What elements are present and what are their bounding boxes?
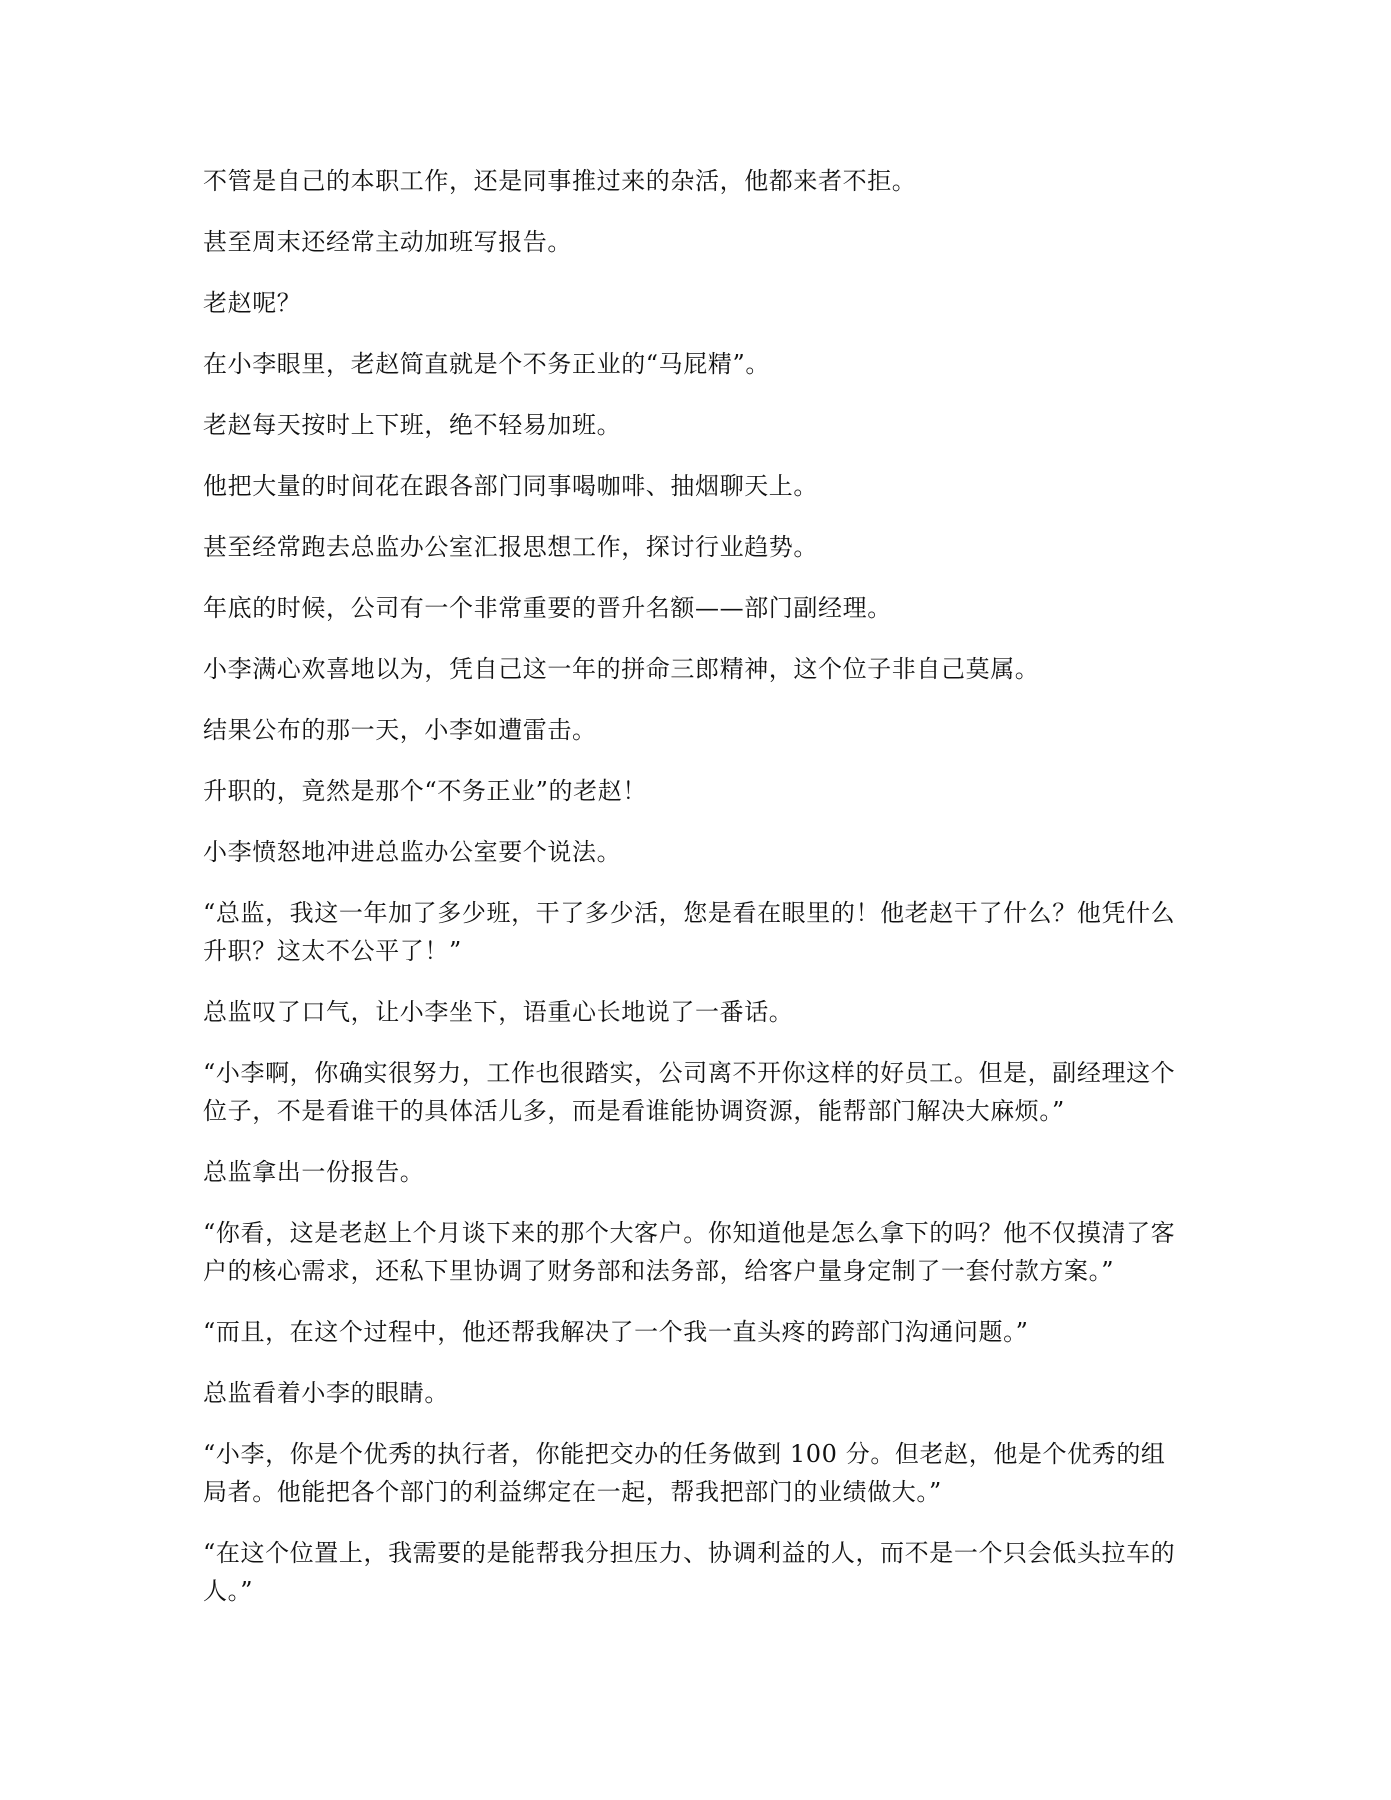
paragraph: 总监看着小李的眼睛。 — [203, 1379, 449, 1407]
paragraph: “总监，我这一年加了多少班，干了多少活，您是看在眼里的！他老赵干了什么？他凭什么升职？这太不公平了！” — [203, 899, 1176, 965]
paragraph: 小李满心欢喜地以为，凭自己这一年的拼命三郎精神，这个位子非自己莫属。 — [203, 655, 1040, 683]
paragraph: 小李愤怒地冲进总监办公室要个说法。 — [203, 838, 622, 866]
paragraph: 总监叹了口气，让小李坐下，语重心长地说了一番话。 — [203, 998, 794, 1026]
paragraph: 他把大量的时间花在跟各部门同事喝咖啡、抽烟聊天上。 — [203, 472, 818, 500]
paragraph: “小李啊，你确实很努力，工作也很踏实，公司离不开你这样的好员工。但是，副经理这个位子，不是看谁干的具体活儿多，而是看谁能协调资源，能帮部门解决大麻烦。” — [203, 1059, 1176, 1125]
paragraph: “小李，你是个优秀的执行者，你能把交办的任务做到 100 分。但老赵，他是个优秀的组局者。他能把各个部门的利益绑定在一起，帮我把部门的业绩做大。” — [203, 1440, 1166, 1506]
paragraph: “在这个位置上，我需要的是能帮我分担压力、协调利益的人，而不是一个只会低头拉车的人。” — [203, 1539, 1176, 1605]
paragraph: 升职的，竟然是那个“不务正业”的老赵！ — [203, 777, 647, 805]
paragraph: 不管是自己的本职工作，还是同事推过来的杂活，他都来者不拒。 — [203, 167, 917, 195]
paragraph: 在小李眼里，老赵简直就是个不务正业的“马屁精”。 — [203, 350, 770, 378]
paragraph: 结果公布的那一天，小李如遭雷击。 — [203, 716, 597, 744]
paragraph: 甚至周末还经常主动加班写报告。 — [203, 228, 572, 256]
paragraph: 甚至经常跑去总监办公室汇报思想工作，探讨行业趋势。 — [203, 533, 818, 561]
paragraph: 年底的时候，公司有一个非常重要的晋升名额——部门副经理。 — [203, 594, 892, 622]
paragraph: “你看，这是老赵上个月谈下来的那个大客户。你知道他是怎么拿下的吗？他不仅摸清了客户的核心需求，还私下里协调了财务部和法务部，给客户量身定制了一套付款方案。” — [203, 1219, 1176, 1285]
paragraph: 老赵每天按时上下班，绝不轻易加班。 — [203, 411, 622, 439]
paragraph: “而且，在这个过程中，他还帮我解决了一个我一直头疼的跨部门沟通问题。” — [203, 1318, 1029, 1346]
paragraph: 老赵呢？ — [203, 289, 302, 317]
document-page — [203, 162, 1188, 1610]
paragraph: 总监拿出一份报告。 — [203, 1158, 425, 1186]
